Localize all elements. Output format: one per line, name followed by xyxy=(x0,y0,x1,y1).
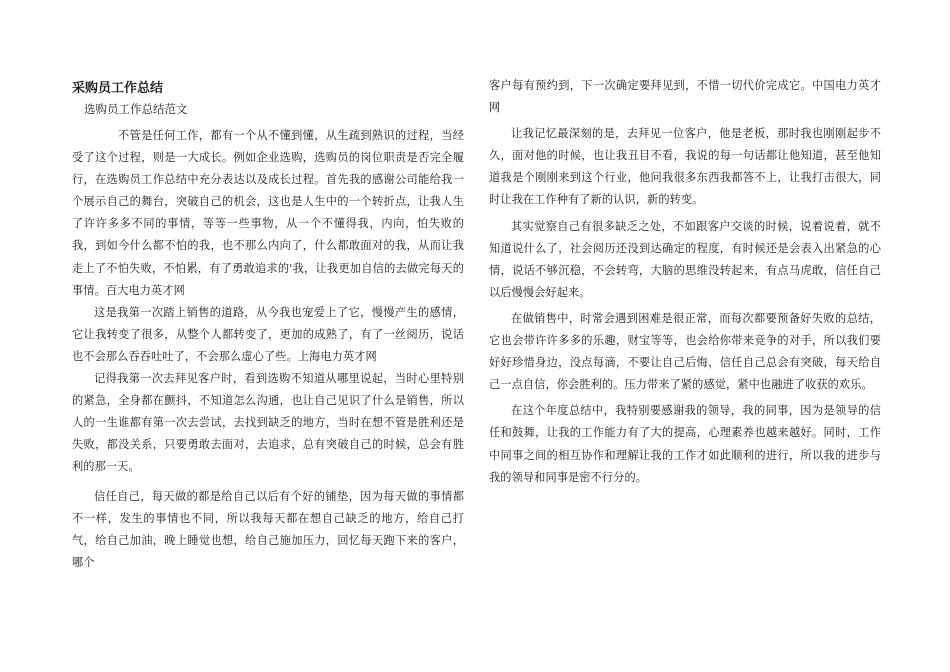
paragraph-right-3: 其实觉察自己有很多缺乏之处，不如跟客户交谈的时候，说着说着，就不知道说什么了，社会阅历还没到达确定的程度，有时候还是会表入出紧急的心情，说话不够沉稳，不会转弯，大脑的思维没转起来，有点马虎敢，信任自己以后慢慢会好起来。 xyxy=(489,219,881,299)
paragraph-left-2: 这是我第一次踏上销售的道路，从今我也宠爱上了它，慢慢产生的感情，它让我转变了很多，从整个人都转变了，更加的成熟了，有了一丝阅历，说话也不会那么吞吞吐吐了，不会那么虚心了些。上海电力英才网 xyxy=(72,305,464,363)
paragraph-right-1: 客户每有预约到，下一次确定要拜见到，不惜一切代价完成它。中国电力英才网 xyxy=(489,79,881,115)
paragraph-left-4: 信任自己，每天做的都是给自己以后有个好的铺垫，因为每天做的事情都不一样，发生的事情也不同，所以我每天都在想自己缺乏的地方，给自己打气，给自己加油，晚上睡觉也想，给自己施加压力，回忆每天跑下来的客户，哪个 xyxy=(72,489,464,569)
left-column xyxy=(72,125,464,574)
paragraph-right-2: 让我记忆最深刻的是，去拜见一位客户，他是老板，那时我也刚刚起步不久，面对他的时候，也让我丑目不看，我说的每一句话都让他知道，甚至他知道我是个刚刚来到这个行业，他问我很多东西我都答不上，让我打击很大，同时让我在工作种有了新的认识，新的转变。 xyxy=(489,127,881,207)
paragraph-left-3: 记得我第一次去拜见客户时，看到选购不知道从哪里说起，当时心里特别的紧急，全身都在颤抖，不知道怎么沟通，也让自己见识了什么是销售，所以人的一生谁都有第一次去尝试，去找到缺乏的地方，当时在想不管是胜利还是失败，都没关系，只要勇敢去面对，去追求，总有突破自己的时候，总会有胜利的那一天。 xyxy=(72,372,464,474)
right-column xyxy=(489,75,881,489)
paragraph-left-1: 不管是任何工作，都有一个从不懂到懂，从生疏到熟识的过程，当经受了这个过程，则是一大成长。例如企业选购，选购员的岗位职责是否完全履行，在选购员工作总结中充分表达以及成长过程。首先我的感谢公司能给我一个展示自己的舞台，突破自己的机会，这也是人生中的一个转折点，让我人生了许许多多不同的事情，等等一些事物，从一个不懂得我，内向，怕失败的我，到如今什么都不怕的我，也不那么内向了，什么都敢面对的我，从而让我走上了不怕失败，不怕累，有了勇敢追求的'我，让我更加自信的去做完每天的事情。百大电力英才网 xyxy=(72,129,464,297)
document-title: 采购员工作总结 xyxy=(72,81,164,96)
document-subtitle: 选购员工作总结范文 xyxy=(84,102,188,116)
paragraph-right-4: 在做销售中，时常会遇到困难是很正常，而每次都要预备好失败的总结，它也会带许许多多的乐趣，财宝等等，也会给你带来竞争的对手，所以我们要好好珍惜身边，没点每滴，不要让自己后悔，信任自己总会有突破，每天给自己一点自信，你会胜利的。压力带来了紧的感觉，紧中也融进了收获的欢乐。 xyxy=(489,311,881,392)
paragraph-right-5: 在这个年度总结中，我特别要感谢我的领导，我的同事，因为是领导的信任和鼓舞，让我的工作能力有了大的提高，心理素养也越来越好。同时，工作中同事之间的相互协作和理解让我的工作才如此顺利的进行，所以我的进步与我的领导和同事是密不行分的。 xyxy=(489,404,881,484)
